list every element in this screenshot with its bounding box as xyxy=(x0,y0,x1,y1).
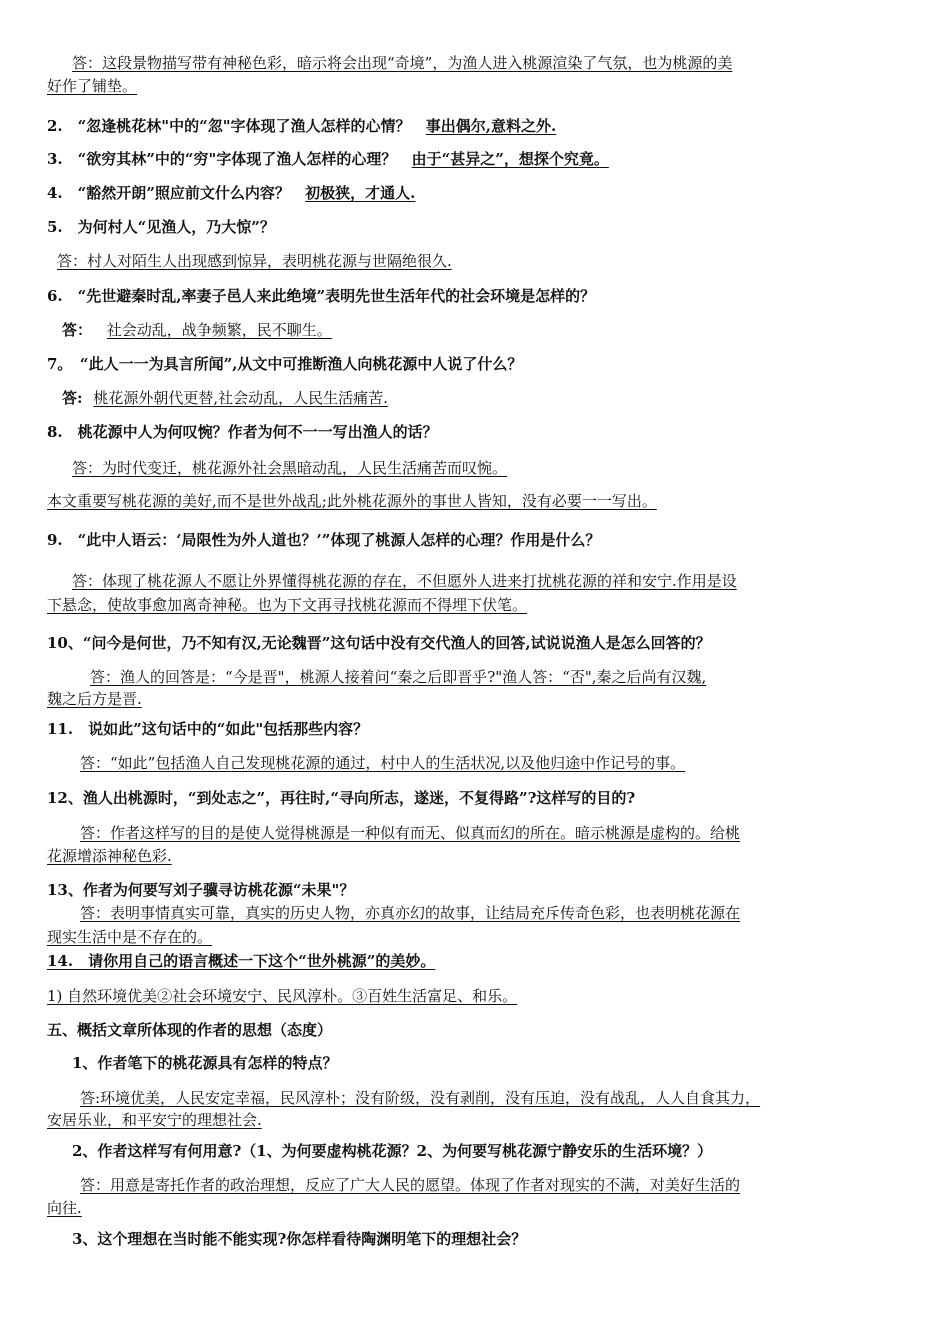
answer-9-line-2: 下悬念，使故事愈加离奇神秘。也为下文再寻找桃花源而不得埋下伏笔。 xyxy=(47,596,528,614)
question-6: 6. “先世避秦时乱,率妻子邑人来此绝境”表明先世生活年代的社会环境是怎样的？ xyxy=(47,287,596,305)
answer-6-label: 答： xyxy=(62,321,93,339)
section-5-question-3: 3、这个理想在当时能不能实现?你怎样看待陶渊明笔下的理想社会？ xyxy=(72,1230,527,1248)
question-4-text: 4. “豁然开朗”照应前文什么内容？ xyxy=(47,184,290,202)
question-13: 13、作者为何要写刘子骥寻访桃花源“未果"？ xyxy=(47,881,355,899)
question-5: 5. 为何村人“见渔人，乃大惊”？ xyxy=(47,218,275,236)
answer-8-line-2: 本文重要写桃花源的美好,而不是世外战乱;此外桃花源外的事世人皆知，没有必要一一写出。 xyxy=(47,492,657,510)
answer-5: 答：村人对陌生人出现感到惊异，表明桃花源与世隔绝很久. xyxy=(57,252,452,270)
answer-6 xyxy=(62,319,332,341)
question-3 xyxy=(47,148,609,170)
question-4 xyxy=(47,182,415,204)
question-8: 8. 桃花源中人为何叹惋？作者为何不一一写出渔人的话？ xyxy=(47,423,438,441)
question-3-text: 3. “欲穷其林”中的“穷"字体现了渔人怎样的心理？ xyxy=(47,150,397,168)
answer-9-line-1: 答：体现了桃花源人不愿让外界懂得桃花源的存在，不但愿外人进来打扰桃花源的祥和安宁.作用是设 xyxy=(72,572,737,590)
answer-12-line-2: 花源增添神秘色彩. xyxy=(47,847,172,865)
question-11: 11. 说如此”这句话中的“如此"包括那些内容？ xyxy=(47,720,369,738)
answer-13-line-1: 答：表明事情真实可靠，真实的历史人物，亦真亦幻的故事，让结局充斥传奇色彩，也表明桃花源在 xyxy=(80,904,741,922)
section-5-answer-2-line-1: 答：用意是寄托作者的政治理想，反应了广大人民的愿望。体现了作者对现实的不满，对美好生活的 xyxy=(80,1176,741,1194)
question-2 xyxy=(47,115,556,137)
answer-1-line-1: 答：这段景物描写带有神秘色彩，暗示将会出现“奇境”，为渔人进入桃源渲染了气氛，也为桃源的美 xyxy=(72,54,733,72)
answer-7-text: 桃花源外朝代更替,社会动乱，人民生活痛苦. xyxy=(93,389,388,407)
section-5-answer-1-line-2: 安居乐业，和平安宁的理想社会. xyxy=(47,1111,262,1129)
answer-1-line-2: 好作了铺垫。 xyxy=(47,77,138,95)
question-12: 12、渔人出桃源时，“到处志之”，再往时,“寻向所志，遂迷，不复得路”?这样写的目的? xyxy=(47,789,636,807)
answer-4: 初极狭，才通人. xyxy=(305,184,416,202)
answer-8-line-1: 答：为时代变迁，桃花源外社会黑暗动乱，人民生活痛苦而叹惋。 xyxy=(72,459,508,477)
question-9: 9. “此中人语云：‘局限性为外人道也？’”体现了桃源人怎样的心理？作用是什么？ xyxy=(47,531,601,549)
answer-11: 答：“如此”包括渔人自己发现桃花源的通过，村中人的生活状况,以及他归途中作记号的事。 xyxy=(80,754,686,772)
section-5-answer-2-line-2: 向往. xyxy=(47,1199,82,1217)
answer-12-line-1: 答：作者这样写的目的是使人觉得桃源是一种似有而无、似真而幻的所在。暗示桃源是虚构的。给桃 xyxy=(80,824,741,842)
section-5-question-2: 2、作者这样写有何用意?（1、为何要虚构桃花源？2、为何要写桃花源宁静安乐的生活环境？） xyxy=(72,1142,713,1160)
answer-14: 1) 自然环境优美②社会环境安宁、民风淳朴。③百姓生活富足、和乐。 xyxy=(47,987,518,1005)
answer-6-text: 社会动乱，战争频繁，民不聊生。 xyxy=(106,321,332,339)
answer-2: 事出偶尔,意料之外. xyxy=(425,117,557,135)
question-10: 10、“问今是何世，乃不知有汉,无论魏晋”这句话中没有交代渔人的回答,试说说渔人是怎么回答的？ xyxy=(47,634,711,652)
answer-7 xyxy=(62,387,388,409)
answer-7-label: 答: xyxy=(62,389,83,407)
question-14: 14. 请你用自己的语言概述一下这个“世外桃源”的美妙。 xyxy=(47,952,436,970)
question-7: 7。 “此人一一为具言所闻”,从文中可推断渔人向桃花源中人说了什么？ xyxy=(47,355,523,373)
section-5-question-1: 1、作者笔下的桃花源具有怎样的特点？ xyxy=(72,1054,338,1072)
question-2-text: 2. “忽逢桃花林"中的“忽"字体现了渔人怎样的心情？ xyxy=(47,117,411,135)
answer-13-line-2: 现实生活中是不存在的。 xyxy=(47,928,213,946)
section-5-answer-1-line-1: 答:环境优美，人民安定幸福，民风淳朴；没有阶级，没有剥削，没有压迫，没有战乱，人人自食其力， xyxy=(80,1089,761,1107)
section-5-heading: 五、概括文章所体现的作者的思想（态度） xyxy=(47,1021,333,1039)
answer-3: 由于“甚异之”，想探个究竟。 xyxy=(411,150,609,168)
answer-10-line-1: 答：渔人的回答是：“今是晋"，桃源人接着问“秦之后即晋乎?"渔人答：“否",秦之后尚有汉魏, xyxy=(90,668,707,686)
answer-10-line-2: 魏之后方是晋. xyxy=(47,690,142,708)
